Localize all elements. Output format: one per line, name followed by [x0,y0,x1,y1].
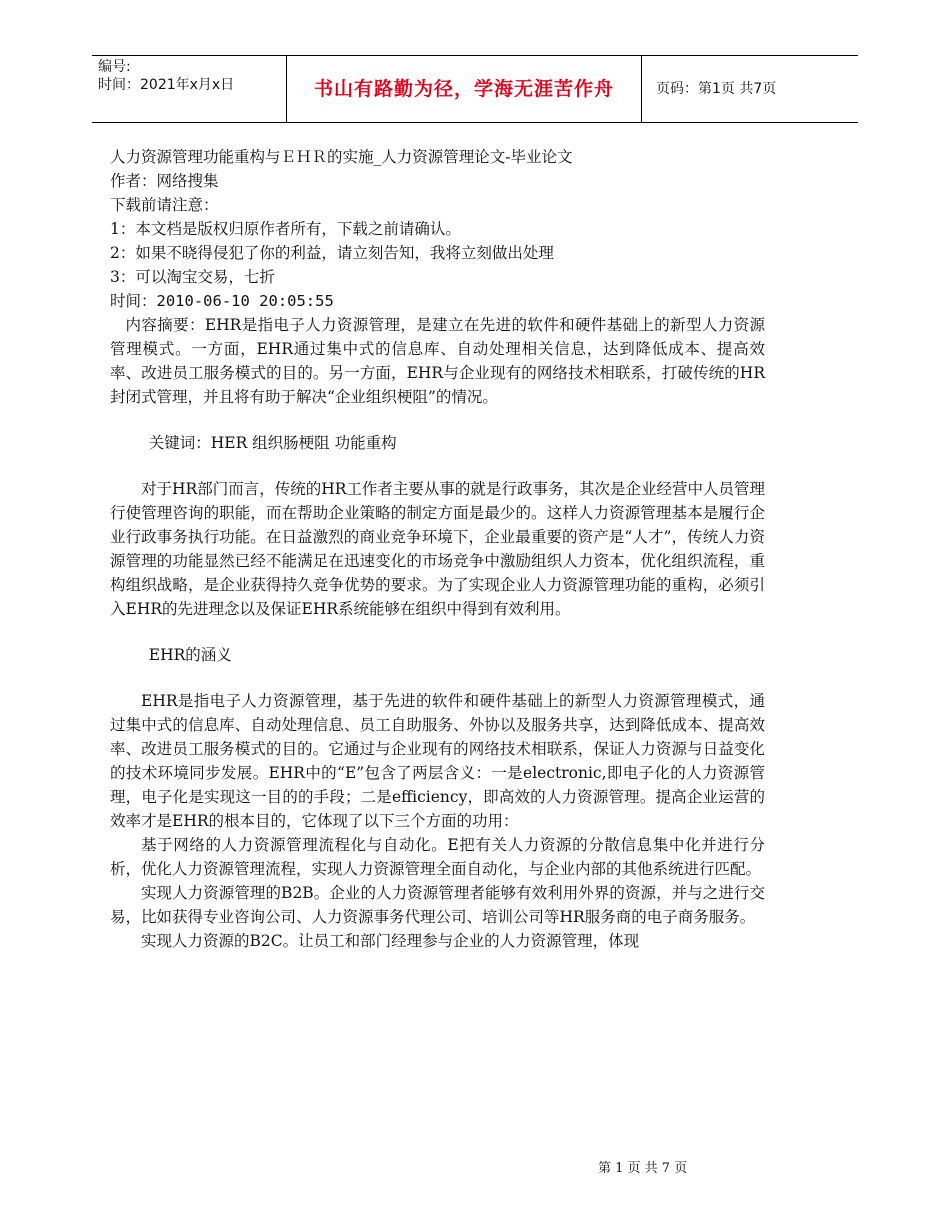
point-paragraph-1: 基于网络的人力资源管理流程化与自动化。E把有关人力资源的分散信息集中化并进行分析，优化人力资源管理流程，实现人力资源管理全面自动化，与企业内部的其他系统进行匹配。 [110,836,765,878]
document-body [110,145,765,953]
notice-item: 3：可以淘宝交易，七折 [110,268,275,286]
number-label: 编号: [98,59,131,75]
footer-page-number: 第 1 页 共 7 页 [598,1161,688,1176]
keywords-line: 关键词：HER 组织肠梗阻 功能重构 [148,434,397,452]
header-meta [92,56,286,122]
definition-paragraph: EHR是指电子人力资源管理，基于先进的软件和硬件基础上的新型人力资源管理模式，通过集中式的信息库、自动处理信息、员工自助服务、外协以及服务共享，达到降低成本、提高效率、改进员工服务模式的目的。它通过与企业现有的网络技术相联系，保证人力资源与日益变化的技术环境同步发展。EHR中的“E”包含了两层含义：一是electronic,即电子化的人力资源管理，电子化是实现这一目的的手段；二是efficiency，即高效的人力资源管理。提高企业运营的效率才是EHR的根本目的，它体现了以下三个方面的功用： [110,692,765,830]
intro-paragraph: 对于HR部门而言，传统的HR工作者主要从事的就是行政事务，其次是企业经营中人员管理行使管理咨询的职能，而在帮助企业策略的制定方面是最少的。这样人力资源管理基本是履行企业行政事务执行功能。在日益激烈的商业竞争环境下，企业最重要的资产是“人才”，传统人力资源管理的功能显然已经不能满足在迅速变化的市场竞争中激励组织人力资本，优化组织流程，重构组织战略，是企业获得持久竞争优势的要求。为了实现企业人力资源管理功能的重构，必须引入EHR的先进理念以及保证EHR系统能够在组织中得到有效利用。 [110,480,765,618]
abstract-paragraph: 内容摘要：EHR是指电子人力资源管理，是建立在先进的软件和硬件基础上的新型人力资源管理模式。一方面，EHR通过集中式的信息库、自动处理相关信息，达到降低成本、提高效率、改进员工服务模式的目的。另一方面，EHR与企业现有的网络技术相联系，打破传统的HR封闭式管理，并且将有助于解决“企业组织梗阻”的情况。 [110,316,765,406]
notice-item: 2：如果不晓得侵犯了你的利益，请立刻告知，我将立刻做出处理 [110,244,554,262]
time-label: 时间：2021年x月x日 [98,77,235,93]
notice-heading: 下载前请注意： [110,196,219,214]
point-paragraph-2: 实现人力资源管理的B2B。企业的人力资源管理者能够有效利用外界的资源，并与之进行交易，比如获得专业咨询公司、人力资源事务代理公司、培训公司等HR服务商的电子商务服务。 [110,884,765,926]
document-title: 人力资源管理功能重构与ＥＨＲ的实施_人力资源管理论文-毕业论文 [110,148,573,166]
point-paragraph-3: 实现人力资源的B2C。让员工和部门经理参与企业的人力资源管理，体现 [141,932,640,950]
page-header [92,55,858,123]
header-motto: 书山有路勤为径，学海无涯苦作舟 [286,56,642,122]
header-page-info: 页码：第1页 共7页 [656,81,777,97]
notice-item: 1：本文档是版权归原作者所有，下载之前请确认。 [110,220,461,238]
author-line: 作者：网络搜集 [110,172,219,190]
timestamp-line: 时间：2010-06-10 20:05:55 [110,292,334,310]
section-heading: EHR的涵义 [148,646,232,664]
